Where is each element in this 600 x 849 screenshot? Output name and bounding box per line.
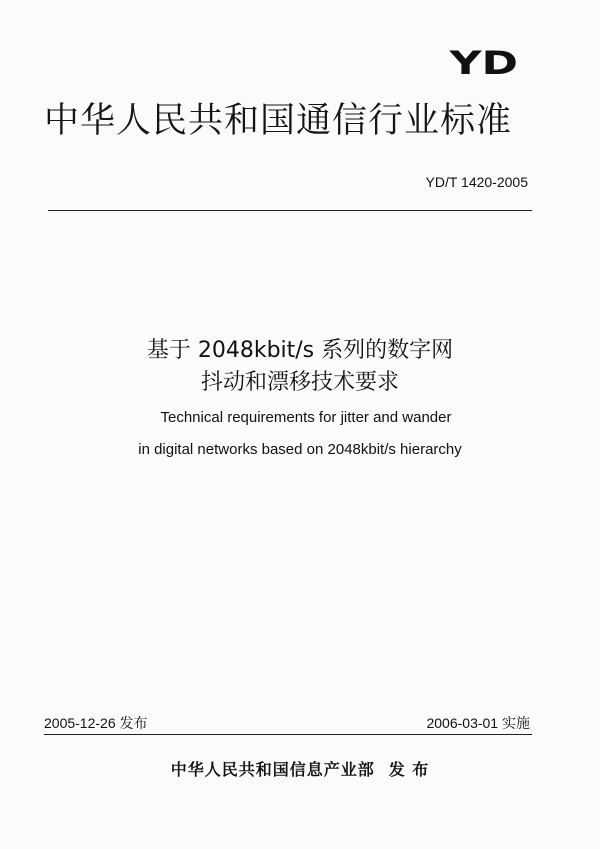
english-title-line-2: in digital networks based on 2048kbit/s hierarchy	[138, 441, 462, 458]
bottom-divider	[44, 734, 532, 735]
standard-category-title: 中华人民共和国通信行业标准	[44, 101, 513, 141]
english-title-line-1: Technical requirements for jitter and wander	[160, 409, 452, 426]
chinese-title-line-2: 抖动和漂移技术要求	[200, 370, 399, 395]
issue-label: 发 布	[388, 760, 430, 779]
top-divider	[48, 210, 532, 211]
chinese-title-line-1: 基于 2048kbit/s 系列的数字网	[146, 338, 454, 363]
publication-date: 2005-12-26 发布	[44, 715, 148, 731]
standard-number: YD/T 1420-2005	[425, 174, 528, 190]
yd-logo: YD	[449, 45, 518, 82]
issuer-line	[0, 762, 600, 778]
implementation-date: 2006-03-01 实施	[426, 715, 530, 731]
issuing-authority: 中华人民共和国信息产业部	[170, 760, 375, 779]
